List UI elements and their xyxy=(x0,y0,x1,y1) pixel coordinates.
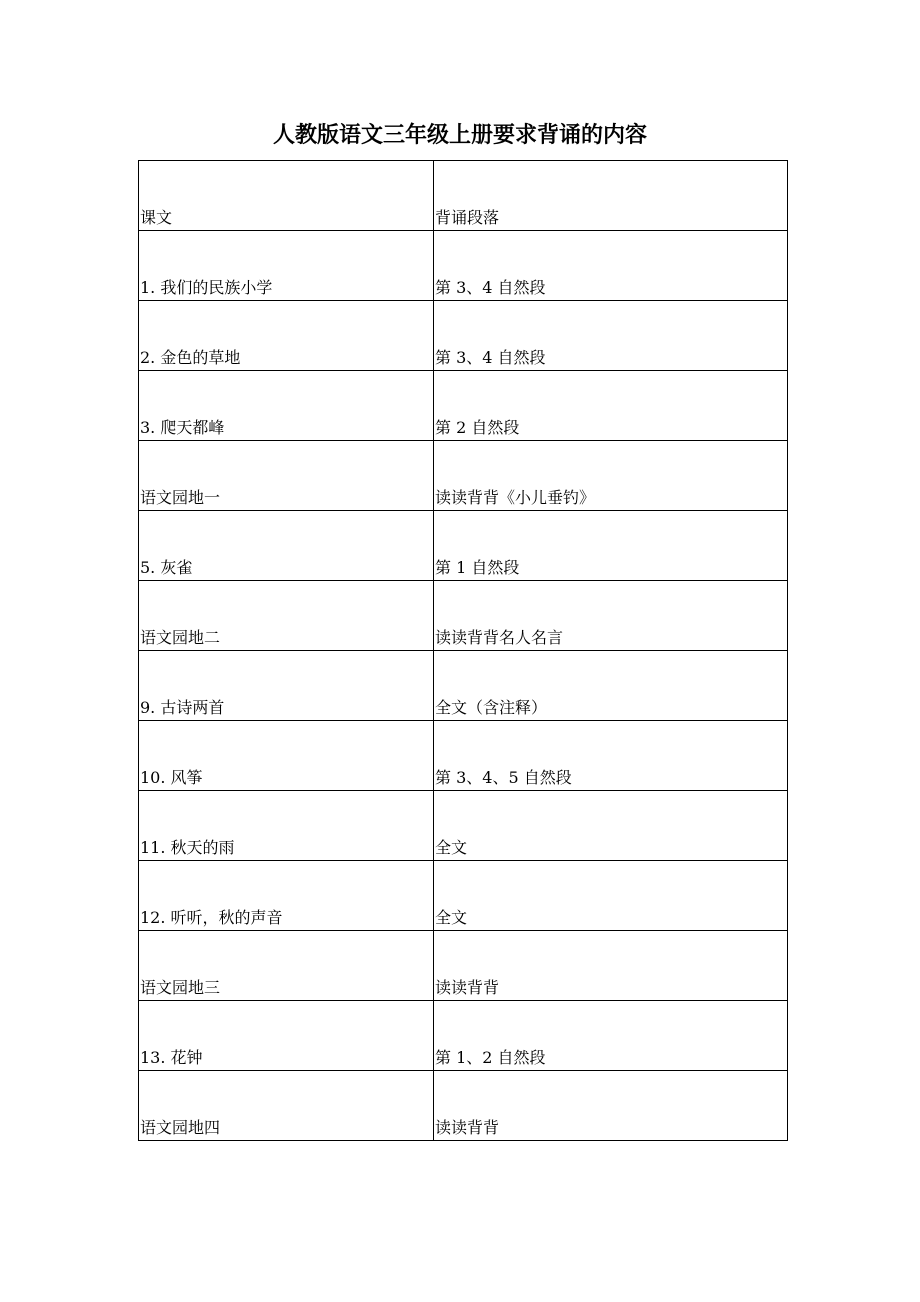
header-lesson-label: 课文 xyxy=(140,208,173,227)
table-row xyxy=(139,1001,788,1071)
passage-cell xyxy=(434,721,788,791)
passage-text: 读读背背 xyxy=(435,978,500,997)
lesson-cell xyxy=(139,231,434,301)
passage-cell xyxy=(434,1071,788,1141)
lesson-cell xyxy=(139,721,434,791)
table-row xyxy=(139,371,788,441)
passage-text: 第 3、4、5 自然段 xyxy=(435,768,572,787)
lesson-text: 3. 爬天都峰 xyxy=(140,418,225,437)
passage-text: 第 2 自然段 xyxy=(435,418,520,437)
passage-cell xyxy=(434,1001,788,1071)
passage-text: 第 1、2 自然段 xyxy=(435,1048,546,1067)
passage-text: 全文 xyxy=(435,838,468,857)
passage-cell xyxy=(434,861,788,931)
passage-text: 第 1 自然段 xyxy=(435,558,520,577)
lesson-cell xyxy=(139,1001,434,1071)
lesson-cell xyxy=(139,931,434,1001)
table-row xyxy=(139,231,788,301)
passage-text: 读读背背名人名言 xyxy=(435,628,564,647)
table-row xyxy=(139,301,788,371)
passage-cell xyxy=(434,581,788,651)
table-row xyxy=(139,721,788,791)
lesson-text: 11. 秋天的雨 xyxy=(140,838,235,857)
lesson-cell xyxy=(139,301,434,371)
lesson-text: 语文园地一 xyxy=(140,488,221,507)
header-passage-label: 背诵段落 xyxy=(435,208,500,227)
lesson-text: 5. 灰雀 xyxy=(140,558,193,577)
lesson-cell xyxy=(139,861,434,931)
passage-text: 读读背背 xyxy=(435,1118,500,1137)
table-header-row xyxy=(139,161,788,231)
table-row xyxy=(139,791,788,861)
lesson-text: 1. 我们的民族小学 xyxy=(140,278,273,297)
lesson-text: 语文园地四 xyxy=(140,1118,221,1137)
page-title: 人教版语文三年级上册要求背诵的内容 xyxy=(272,122,647,148)
header-cell-lesson xyxy=(139,161,434,231)
passage-cell xyxy=(434,231,788,301)
passage-text: 读读背背《小儿垂钓》 xyxy=(435,488,596,507)
table-row xyxy=(139,861,788,931)
table-row xyxy=(139,931,788,1001)
passage-cell xyxy=(434,371,788,441)
passage-cell xyxy=(434,791,788,861)
table-row xyxy=(139,651,788,721)
passage-text: 第 3、4 自然段 xyxy=(435,348,546,367)
passage-text: 全文（含注释） xyxy=(435,698,548,717)
passage-cell xyxy=(434,931,788,1001)
passage-text: 第 3、4 自然段 xyxy=(435,278,546,297)
lesson-cell xyxy=(139,511,434,581)
lesson-cell xyxy=(139,651,434,721)
recitation-table xyxy=(138,160,788,1141)
table-row xyxy=(139,511,788,581)
lesson-text: 9. 古诗两首 xyxy=(140,698,225,717)
passage-cell xyxy=(434,651,788,721)
lesson-text: 13. 花钟 xyxy=(140,1048,203,1067)
table-row xyxy=(139,1071,788,1141)
lesson-cell xyxy=(139,1071,434,1141)
passage-text: 全文 xyxy=(435,908,468,927)
passage-cell xyxy=(434,301,788,371)
lesson-text: 语文园地三 xyxy=(140,978,221,997)
passage-cell xyxy=(434,441,788,511)
passage-cell xyxy=(434,511,788,581)
table-row xyxy=(139,581,788,651)
lesson-text: 语文园地二 xyxy=(140,628,221,647)
table-row xyxy=(139,441,788,511)
lesson-text: 12. 听听，秋的声音 xyxy=(140,908,283,927)
lesson-cell xyxy=(139,371,434,441)
lesson-text: 2. 金色的草地 xyxy=(140,348,241,367)
lesson-cell xyxy=(139,791,434,861)
lesson-cell xyxy=(139,441,434,511)
lesson-cell xyxy=(139,581,434,651)
header-cell-passage xyxy=(434,161,788,231)
lesson-text: 10. 风筝 xyxy=(140,768,203,787)
